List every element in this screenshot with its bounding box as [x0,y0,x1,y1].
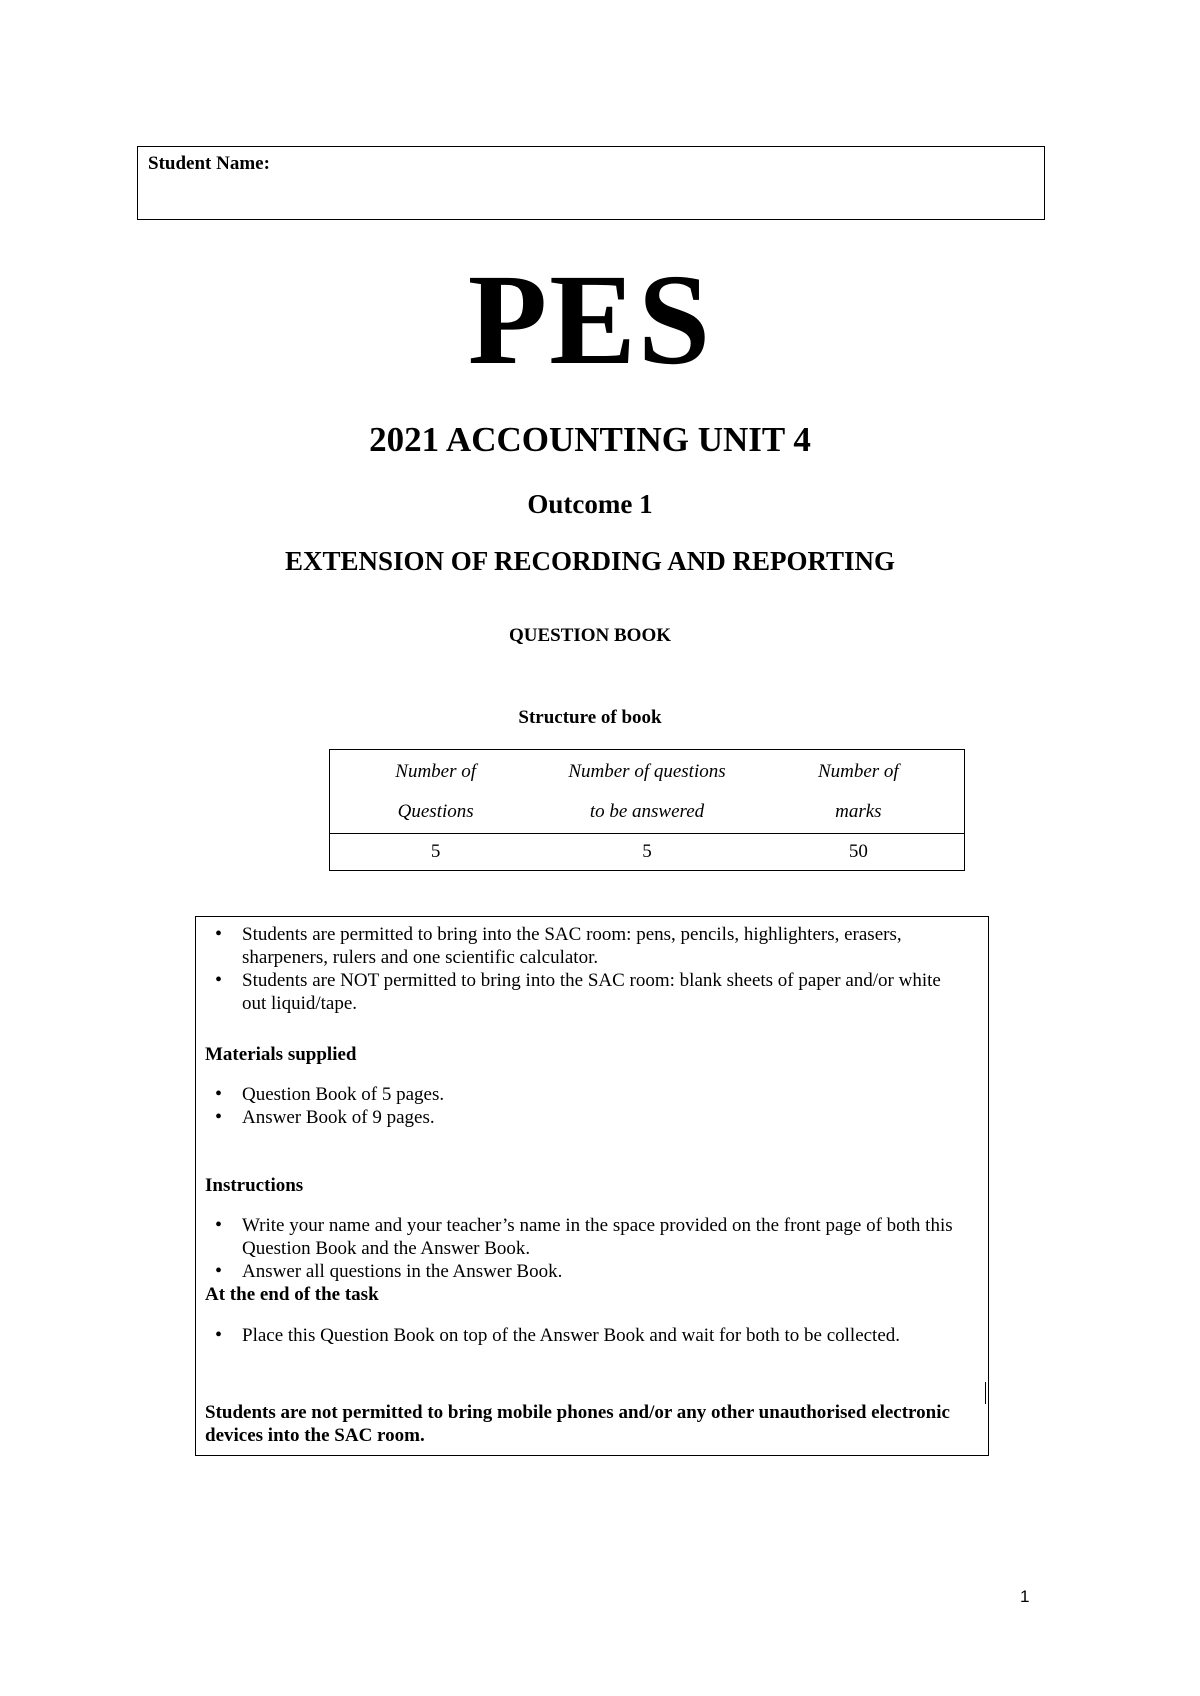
structure-title: Structure of book [518,707,662,728]
structure-data-row [330,834,964,870]
list-item: • Answer all questions in the Answer Book. [205,1260,965,1283]
end-of-task-heading: At the end of the task [205,1284,379,1305]
structure-header-cell [541,750,752,833]
materials-heading: Materials supplied [205,1044,357,1065]
instructions-section [205,1214,965,1283]
topic-heading: EXTENSION OF RECORDING AND REPORTING [284,546,896,576]
header-line: Number of [395,761,477,782]
list-item: • Question Book of 5 pages. [205,1083,965,1106]
structure-header-cell [330,750,541,833]
list-item: • Students are NOT permitted to bring into the SAC room: blank sheets of paper and/or white out liquid/tape. [205,969,965,1015]
logo-text: PES [467,248,713,392]
permitted-section [205,923,965,1015]
header-line: Number of questions [568,761,726,782]
student-name-label: Student Name: [148,153,270,174]
header-line: to be answered [589,801,705,822]
list-item: • Answer Book of 9 pages. [205,1106,965,1129]
book-type-label: QUESTION BOOK [508,625,672,646]
structure-header-cell [753,750,964,833]
page-number: 1 [1020,1587,1030,1606]
end-of-task-section [205,1324,965,1347]
list-item: • Place this Question Book on top of the Answer Book and wait for both to be collected. [205,1324,965,1347]
header-line: Number of [817,761,899,782]
structure-table [329,749,965,871]
list-item: • Students are permitted to bring into the SAC room: pens, pencils, highlighters, erasers, sharpeners, rulers and one scientific calculator. [205,923,965,969]
outcome-heading: Outcome 1 [527,489,653,519]
header-line: Questions [397,801,474,822]
page-title: 2021 ACCOUNTING UNIT 4 [369,420,811,459]
structure-value-cell: 5 [430,841,441,862]
list-item: • Write your name and your teacher’s name in the space provided on the front page of both this Question Book and the Answer Book. [205,1214,965,1260]
instructions-box [195,916,989,1456]
instructions-heading: Instructions [205,1175,304,1196]
student-name-box[interactable] [137,146,1045,220]
structure-header-row [330,750,964,834]
materials-section [205,1083,965,1129]
devices-warning: Students are not permitted to bring mobile phones and/or any other unauthorised electronic devices into the SAC room. [205,1402,950,1446]
margin-mark [985,1382,987,1404]
structure-value-cell: 50 [848,841,868,862]
header-line: marks [835,801,882,822]
structure-value-cell: 5 [642,841,652,862]
